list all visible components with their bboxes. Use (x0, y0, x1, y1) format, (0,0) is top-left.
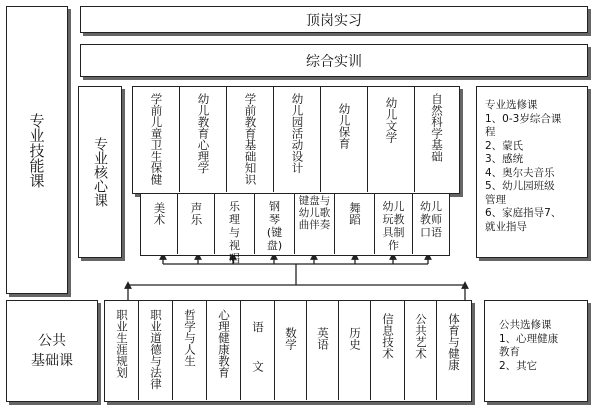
public-course-cell (437, 301, 470, 400)
course-label: 信息技术 (381, 313, 395, 359)
public-basic-box (6, 300, 98, 402)
course-label: 学前儿童卫生保健 (149, 93, 164, 185)
skill-course-cell (255, 194, 295, 254)
core-upper-grid (132, 86, 460, 194)
internship-bar (80, 6, 588, 33)
core-course-cell (133, 87, 180, 192)
public-basic-label: 公共 基础课 (31, 333, 73, 369)
public-course-cell (275, 301, 307, 400)
skill-course-cell (295, 194, 335, 254)
course-label: 美术 (152, 202, 167, 225)
professional-skills-label: 专业技能课 (27, 112, 46, 188)
public-course-cell (371, 301, 405, 400)
course-label: 心理健康教育 (217, 309, 231, 378)
public-electives-list: 公共选修课 1、心理健康 教育 2、其它 (499, 319, 559, 372)
public-course-cell (241, 301, 275, 400)
course-label: 乐理与视唱 (229, 200, 240, 265)
core-course-cell (274, 87, 321, 192)
core-course-cell (227, 87, 274, 192)
public-course-cell (105, 301, 139, 400)
core-course-cell (415, 87, 458, 192)
public-course-cell (339, 301, 371, 400)
core-courses-label: 专业核心课 (92, 137, 108, 207)
public-electives-box (484, 300, 588, 402)
course-label: 幼儿园活动设计 (290, 93, 305, 174)
core-course-cell (321, 87, 368, 192)
course-label: 幼儿文学 (384, 97, 399, 143)
course-label: 幼儿教育心理学 (196, 93, 211, 174)
public-course-cell (173, 301, 207, 400)
public-courses-grid (104, 300, 472, 402)
course-label: 历史 (348, 327, 362, 350)
public-course-cell (405, 301, 437, 400)
internship-label: 顶岗实习 (306, 12, 362, 29)
course-label: 幼儿玩教具制作 (382, 200, 405, 252)
course-label: 幼儿保育 (337, 103, 352, 149)
public-course-cell (207, 301, 241, 400)
course-label: 键盘与幼儿歌曲伴奏 (298, 195, 331, 231)
public-course-cell (139, 301, 173, 400)
course-label: 幼儿教师口语 (420, 200, 442, 239)
course-label: 自然科学基础 (430, 93, 444, 162)
skill-course-cell (335, 194, 375, 254)
course-label: 钢琴(键盘) (266, 200, 283, 252)
training-bar (80, 44, 588, 77)
core-course-cell (180, 87, 227, 192)
course-label: 舞蹈 (348, 202, 362, 225)
core-courses-box (78, 86, 122, 258)
public-course-cell (307, 301, 339, 400)
training-label: 综合实训 (306, 53, 362, 70)
core-electives-list: 专业选修课 1、0-3岁综合课 程 2、蒙氏 3、感统 4、奥尔夫音乐 5、幼儿园班级 管理 6、家庭指导7、 就业指导 (485, 99, 562, 233)
course-label: 哲学与人生 (183, 309, 197, 367)
professional-skills-box (6, 6, 68, 294)
course-label: 公共艺术 (414, 313, 428, 359)
core-lower-grid (140, 194, 450, 265)
course-label: 英语 (316, 327, 330, 350)
course-label: 学前教育基础知识 (243, 93, 258, 185)
course-label: 语 文 (251, 321, 265, 372)
skill-course-cell (178, 194, 215, 254)
course-label: 职业生涯规划 (115, 309, 129, 378)
skill-course-cell (215, 194, 255, 265)
course-label: 体育与健康 (447, 313, 461, 371)
course-label: 数学 (284, 327, 298, 350)
skill-course-cell (413, 194, 449, 254)
skill-course-cell (375, 194, 413, 254)
core-course-cell (368, 87, 415, 192)
course-label: 声乐 (189, 202, 204, 225)
course-label: 职业道德与法律 (149, 309, 163, 390)
skill-course-cell (141, 194, 178, 254)
core-electives-box (476, 86, 588, 258)
